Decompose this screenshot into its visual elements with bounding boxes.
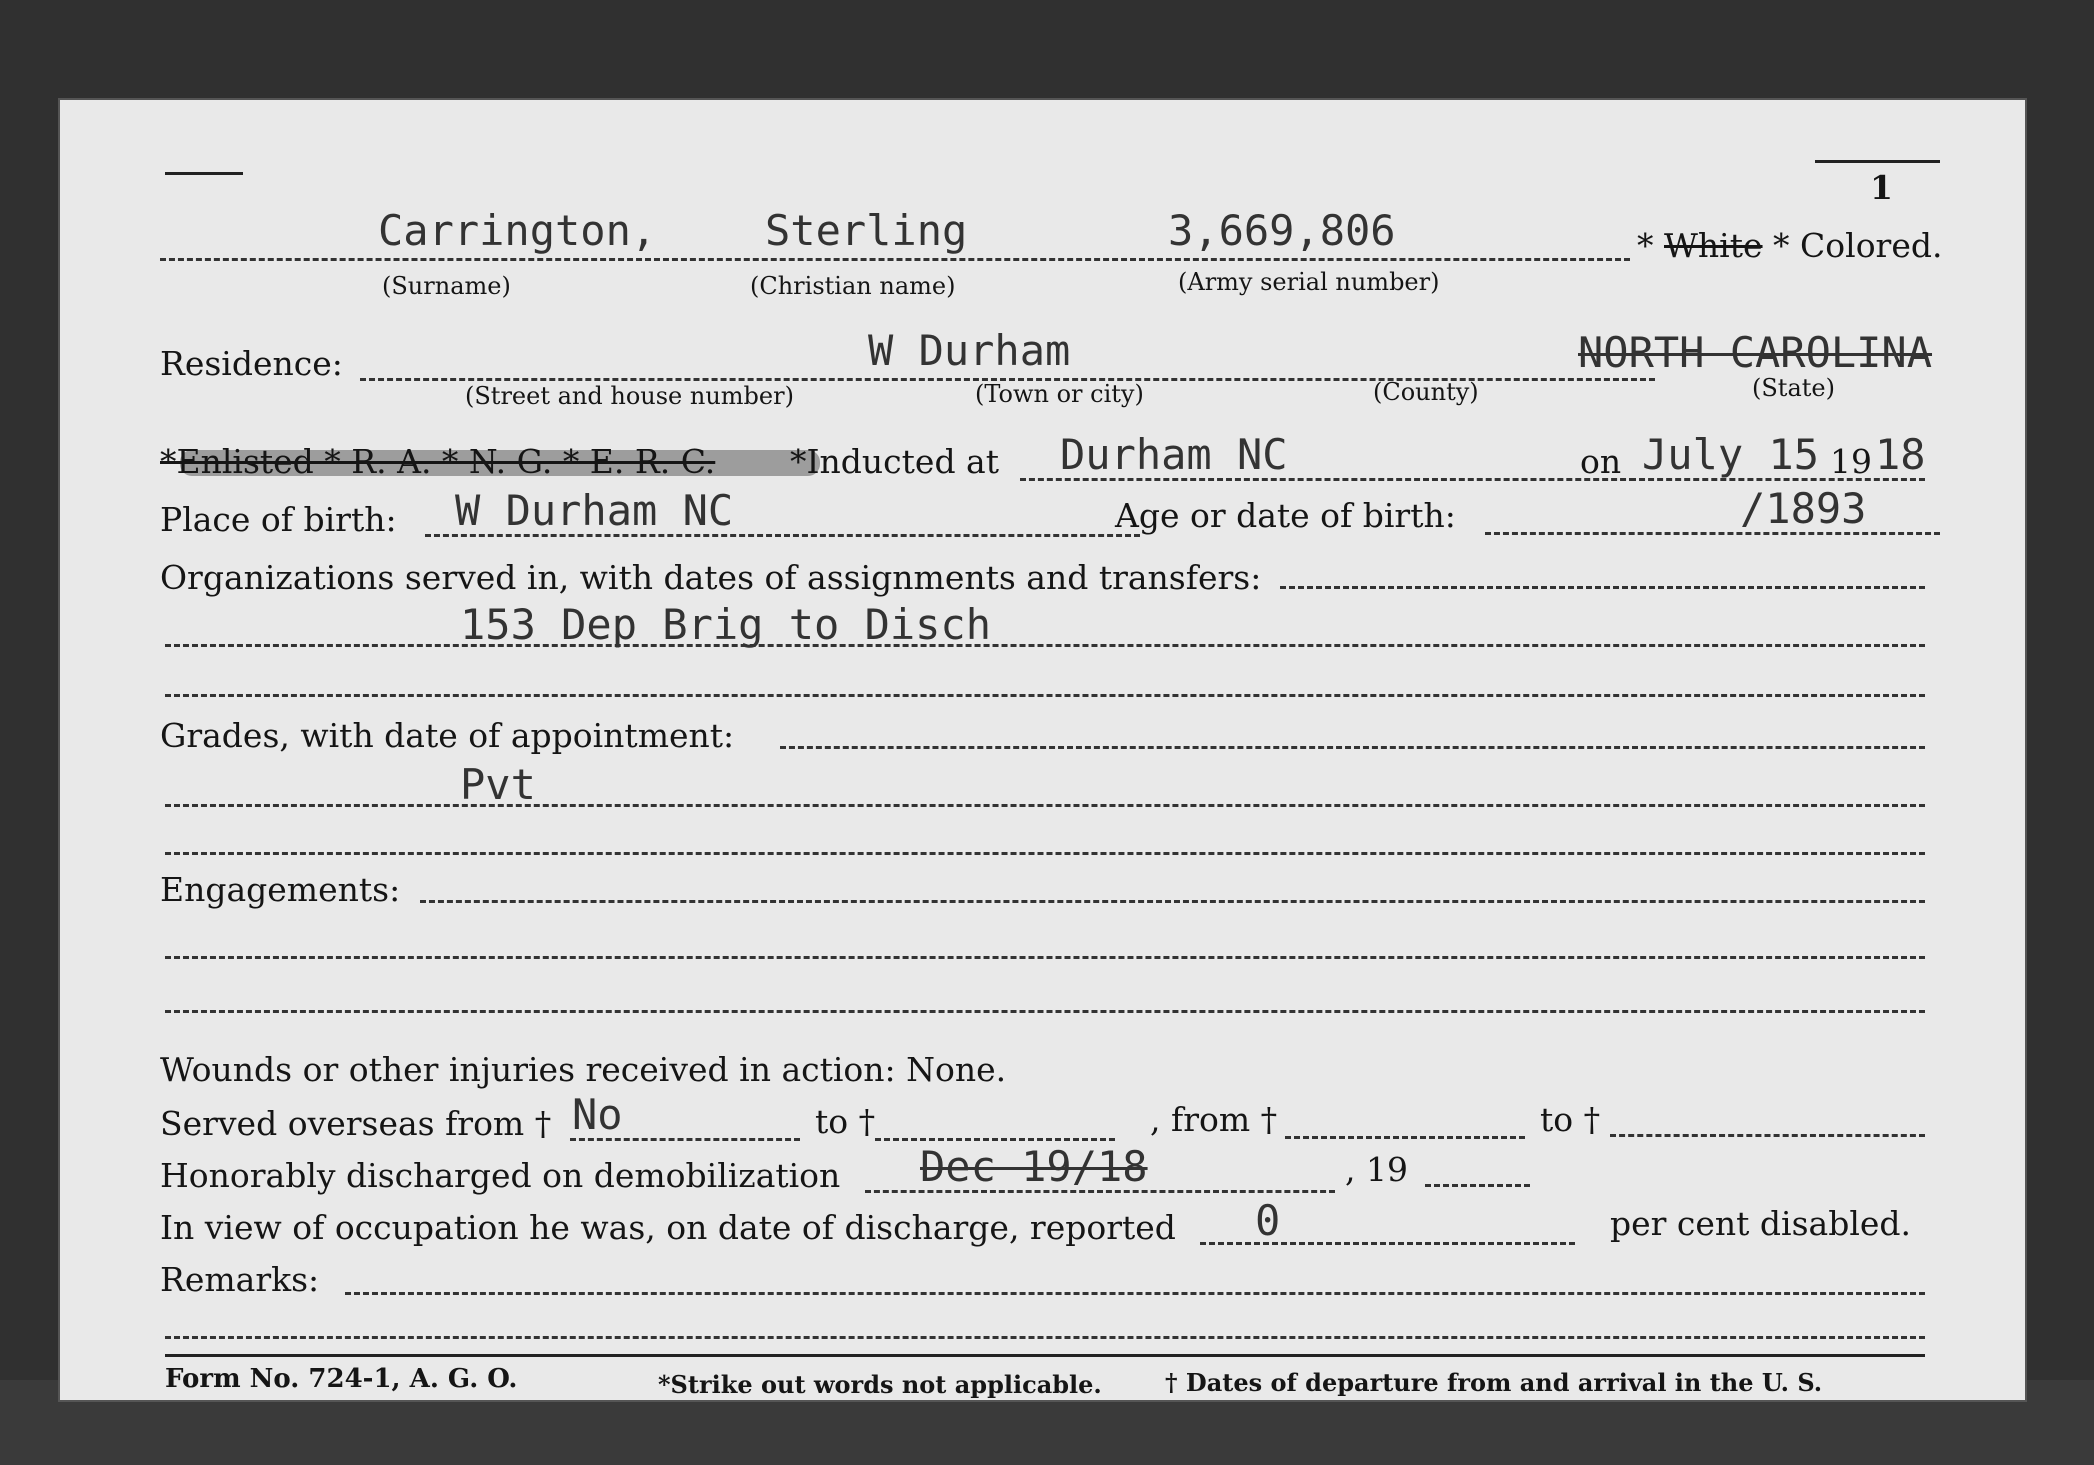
induction-year-value: 18: [1875, 430, 1926, 479]
birth-place-value: W Durham NC: [455, 486, 734, 535]
overseas-from2-label: , from †: [1150, 1100, 1278, 1139]
organizations-label: Organizations served in, with dates of assignments and transfers:: [160, 558, 1262, 597]
discharge-year-suffix: , 19: [1345, 1150, 1408, 1189]
place-of-birth-label: Place of birth:: [160, 500, 397, 539]
remarks-line-2: [165, 1336, 1925, 1339]
engagements-line-3: [165, 1010, 1925, 1013]
grades-label: Grades, with date of appointment:: [160, 716, 735, 755]
grades-line-1: [780, 746, 1925, 749]
form-number: Form No. 724-1, A. G. O.: [165, 1364, 518, 1394]
engagements-line-1: [420, 900, 1925, 903]
state-label: (State): [1752, 374, 1835, 402]
service-card: [60, 100, 2025, 1400]
engagements-line-2: [165, 956, 1925, 959]
overseas-to2-label: to †: [1540, 1100, 1601, 1139]
overseas-to-label: to †: [815, 1102, 876, 1141]
dates-note: † Dates of departure from and arrival in the U. S.: [1165, 1368, 1823, 1397]
remarks-label: Remarks:: [160, 1260, 320, 1299]
organizations-line-2: [165, 644, 1925, 647]
surname-label: (Surname): [382, 272, 511, 300]
top-left-mark: [165, 172, 243, 175]
enlisted-options: *Enlisted * R. A. * N. G. * E. R. C.: [160, 442, 716, 481]
organizations-line-3: [165, 694, 1925, 697]
age-or-dob-label: Age or date of birth:: [1115, 496, 1456, 535]
overseas-from-value: No: [572, 1090, 623, 1139]
disability-label: In view of occupation he was, on date of discharge, reported: [160, 1208, 1176, 1247]
overseas-to2-line: [1610, 1134, 1925, 1137]
organizations-line-1: [1280, 586, 1925, 589]
served-overseas-label: Served overseas from †: [160, 1104, 552, 1143]
birth-date-value: /1893: [1740, 484, 1867, 533]
town-label: (Town or city): [975, 380, 1144, 408]
per-cent-disabled-label: per cent disabled.: [1610, 1204, 1912, 1243]
top-right-mark: [1815, 160, 1940, 163]
discharge-date-value: Dec 19/18: [920, 1142, 1148, 1191]
card-number: 1: [1870, 168, 1893, 207]
discharge-year-line: [1425, 1184, 1530, 1187]
remarks-line-1: [345, 1292, 1925, 1295]
discharged-label: Honorably discharged on demobilization: [160, 1156, 841, 1195]
birth-date-line: [1485, 532, 1940, 535]
christian-name-label: (Christian name): [750, 272, 956, 300]
serial-number-label: (Army serial number): [1178, 268, 1440, 296]
overseas-to-line: [875, 1138, 1115, 1141]
inducted-at-label: *Inducted at: [790, 442, 999, 481]
strike-note: *Strike out words not applicable.: [658, 1370, 1102, 1399]
organization-value: 153 Dep Brig to Disch: [460, 600, 992, 649]
serial-number-value: 3,669,806: [1168, 206, 1396, 255]
residence-town-value: W Durham: [868, 326, 1071, 375]
induction-year-prefix: 19: [1830, 442, 1872, 481]
inducted-place-value: Durham NC: [1060, 430, 1288, 479]
footer-rule: [165, 1354, 1925, 1357]
residence-state-value: NORTH CAROLINA: [1578, 328, 1933, 377]
disabled-percent-value: 0: [1255, 1196, 1281, 1245]
induction-date-value: July 15: [1642, 430, 1820, 479]
grades-line-3: [165, 852, 1925, 855]
grades-line-2: [165, 804, 1925, 807]
street-label: (Street and house number): [465, 382, 794, 410]
engagements-label: Engagements:: [160, 870, 401, 909]
on-label: on: [1580, 442, 1622, 481]
residence-label: Residence:: [160, 344, 343, 383]
race-options: * White * Colored.: [1637, 226, 1943, 265]
surname-value: Carrington,: [378, 206, 657, 255]
county-label: (County): [1373, 378, 1479, 406]
name-line: [160, 258, 1630, 261]
wounds-label: Wounds or other injuries received in action: None.: [160, 1050, 1007, 1089]
christian-name-value: Sterling: [765, 206, 968, 255]
overseas-from2-line: [1285, 1136, 1525, 1139]
grade-value: Pvt: [460, 760, 536, 809]
